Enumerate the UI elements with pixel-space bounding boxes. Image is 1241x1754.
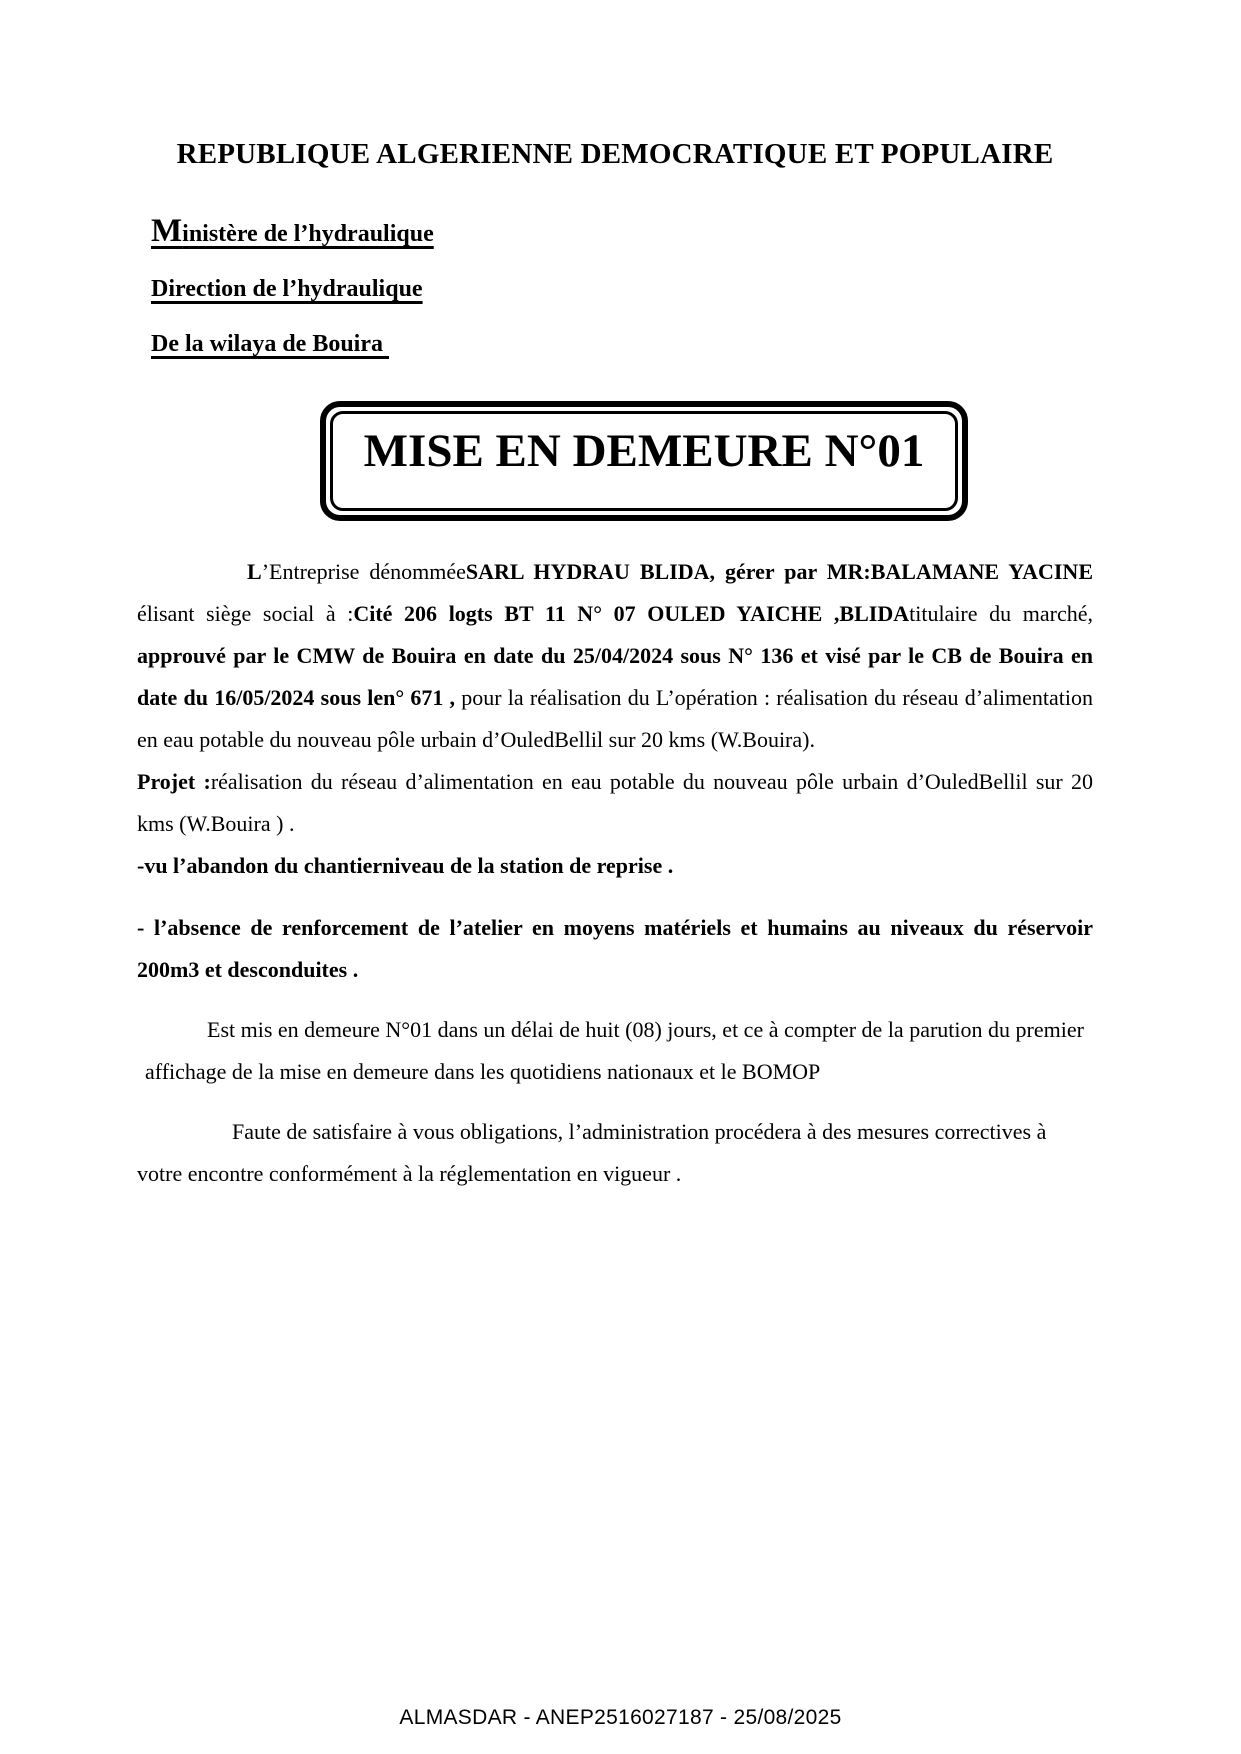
paragraph-absence-renforcement: - l’absence de renforcement de l’atelier en moyens matériels et humains au niveaux du réservoir 200m3 et desconduites . (137, 915, 1093, 982)
paragraph-projet: Projet :réalisation du réseau d’alimentation en eau potable du nouveau pôle urbain d’OuledBellil sur 20 kms (W.Bouira ) . (137, 769, 1093, 836)
republic-heading: REPUBLIQUE ALGERIENNE DEMOCRATIQUE ET POPULAIRE (176, 138, 1054, 170)
paragraph-abandon-chantier: -vu l’abandon du chantierniveau de la station de reprise . (137, 853, 674, 878)
notice-title: MISE EN DEMEURE N°01 (363, 425, 925, 477)
ministry-initial: M (151, 213, 183, 249)
notice-title-box (320, 401, 968, 521)
paragraph-entreprise: L’Entreprise dénomméeSARL HYDRAU BLIDA, gérer par MR:BALAMANE YACINE élisant siège social à :Cité 206 logts BT 11 N° 07 OULED YAICHE ,BLIDAtitulaire du marché, approuvé par le CMW de Bouira en date du 25/04/2024 sous N° 136 et visé par le CB de Bouira en date du 16/05/2024 sous len° 671 , pour la réalisation du L’opération : réalisation du réseau d’alimentation en eau potable du nouveau pôle urbain d’OuledBellil sur 20 kms (W.Bouira). (137, 559, 1094, 752)
notice-title-box-inner (330, 411, 958, 511)
anep-imprint: ALMASDAR - ANEP2516027187 - 25/08/2025 (399, 1706, 842, 1729)
direction-line: Direction de l’hydraulique (151, 276, 423, 302)
ministry-block (137, 215, 1093, 361)
paragraph-delai-huit-jours: Est mis en demeure N°01 dans un délai de huit (08) jours, et ce à compter de la parution du premier affichage de la mise en demeure dans les quotidiens nationaux et le BOMOP (145, 1017, 1084, 1084)
ministry-line (151, 215, 1093, 251)
wilaya-line: De la wilaya de Bouira (151, 331, 389, 357)
document-content (0, 138, 1241, 1195)
document-body (137, 551, 1093, 1195)
ministry-rest: inistère de l’hydraulique (182, 221, 434, 247)
paragraph-mesures-correctives: Faute de satisfaire à vous obligations, l’administration procédera à des mesures correctives à votre encontre conformément à la réglementation en vigueur . (137, 1119, 1047, 1186)
